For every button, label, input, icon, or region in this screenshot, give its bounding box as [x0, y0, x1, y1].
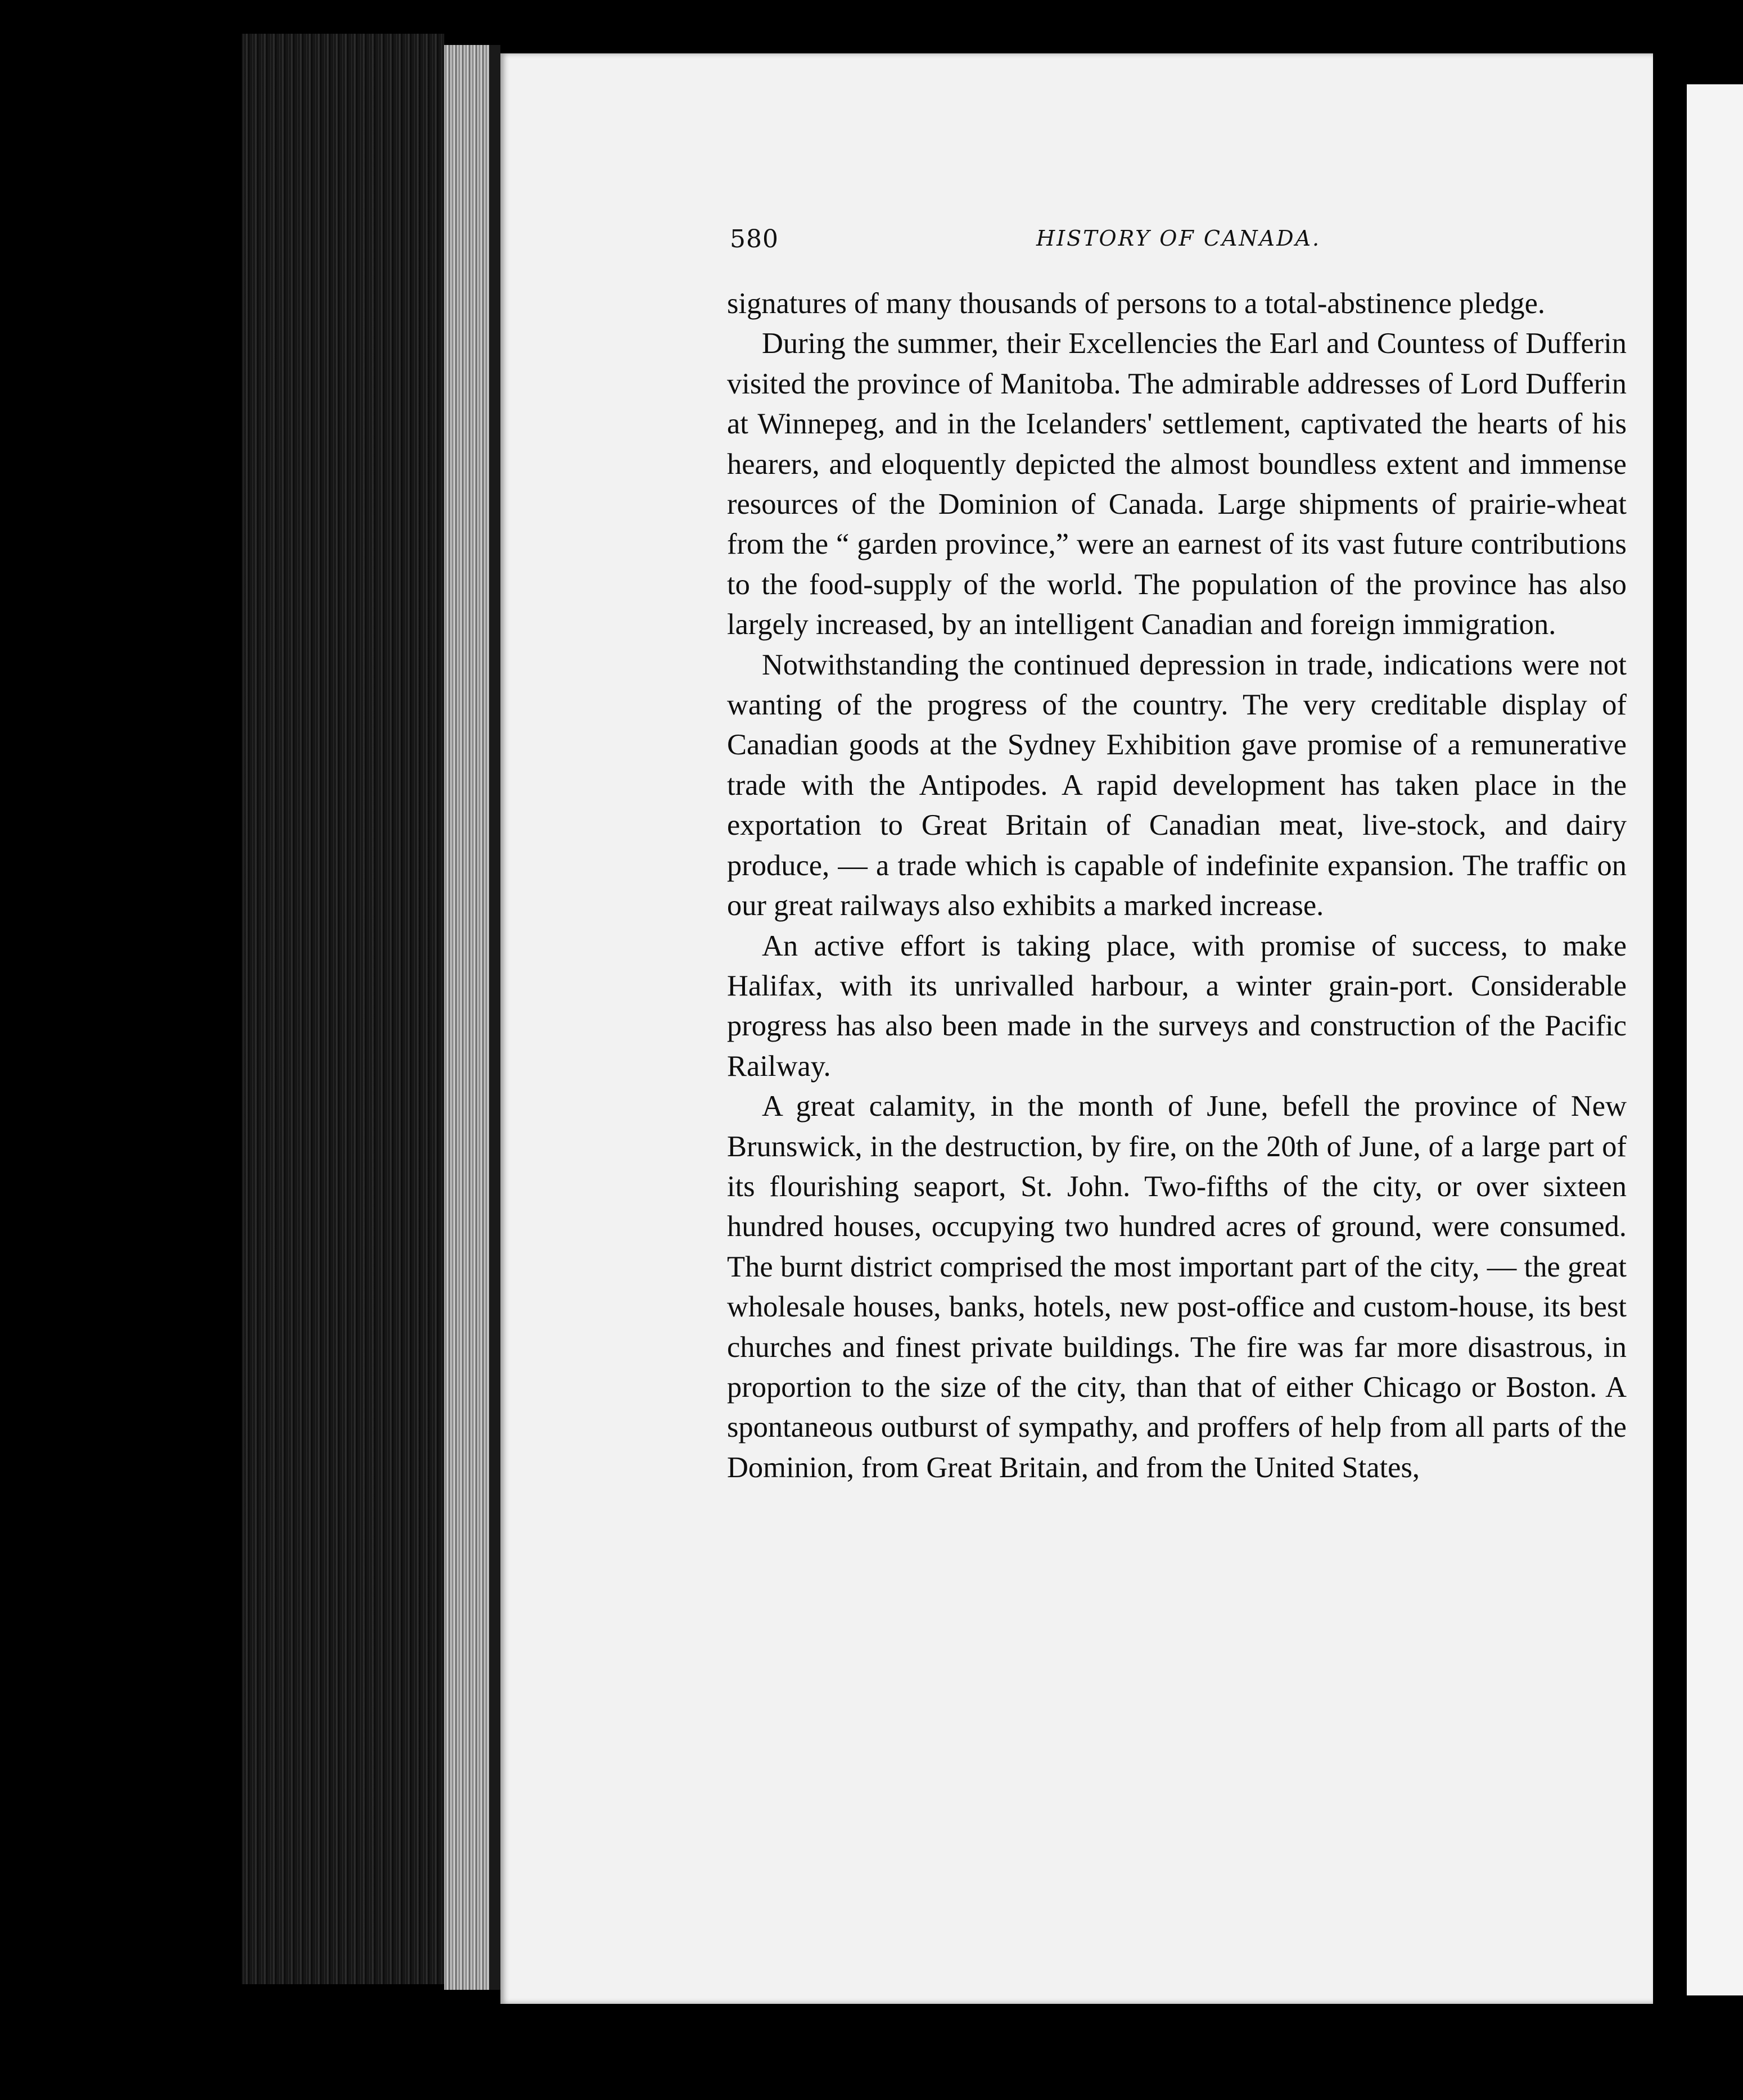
page-gutter-shadow — [489, 45, 500, 1990]
page-body — [727, 284, 1627, 1488]
paragraph-continuation: signatures of many thousands of persons to a total-abstinence pledge. — [727, 287, 1546, 320]
book-fore-edge — [242, 34, 444, 1984]
paragraph-dufferin-visit: During the summer, their Excellencies the Earl and Countess of Dufferin visited the province of Manitoba. The admirable addresses of Lord Dufferin at Winnepeg, and in the Icelanders' settlement, captivated the hearts of his hearers, and eloquently depicted the almost boundless extent and immense resources of the Dominion of Canada. Large shipments of prairie-wheat from the “ garden province,” were an earnest of its vast future contributions to the food-supply of the world. The population of the province has also largely increased, by an intelligent Canadian and foreign immigration. — [727, 327, 1627, 641]
page-number: 580 — [730, 225, 779, 254]
paragraph-trade-progress: Notwithstanding the continued depression in trade, indications were not wanting of the progress of the country. The very creditable display of Canadian goods at the Sydney Exhibition gave promise of a remunerative trade with the Antipodes. A rapid development has taken place in the exportation to Great Britain of Canadian meat, live-stock, and dairy produce, — a trade which is capable of indefinite expansion. The traffic on our great railways also exhibits a marked increase. — [727, 648, 1627, 922]
page-right-shadow — [1653, 34, 1687, 2001]
facing-page-edge — [1687, 84, 1743, 1995]
paragraph-halifax-railway: An active effort is taking place, with promise of success, to make Halifax, with its unrivalled harbour, a winter grain-port. Considerable progress has also been made in the surveys and construction of the Pacific Railway. — [727, 929, 1627, 1083]
running-head — [730, 225, 1624, 259]
paragraph-st-john-fire: A great calamity, in the month of June, befell the province of New Brunswick, in the destruction, by fire, on the 20th of June, of a large part of its flourishing seaport, St. John. Two-fifths of the city, or over sixteen hundred houses, occupying two hundred acres of ground, were consumed. The burnt district comprised the most important part of the city, — the great wholesale houses, banks, hotels, new post-office and custom-house, its best churches and finest private buildings. The fire was far more disastrous, in proportion to the size of the city, than that of either Chicago or Boston. A spontaneous outburst of sympathy, and proffers of help from all parts of the Dominion, from Great Britain, and from the United States, — [727, 1090, 1627, 1484]
book-page-edges — [444, 45, 495, 1990]
running-title: HISTORY OF CANADA. — [1036, 226, 1321, 251]
